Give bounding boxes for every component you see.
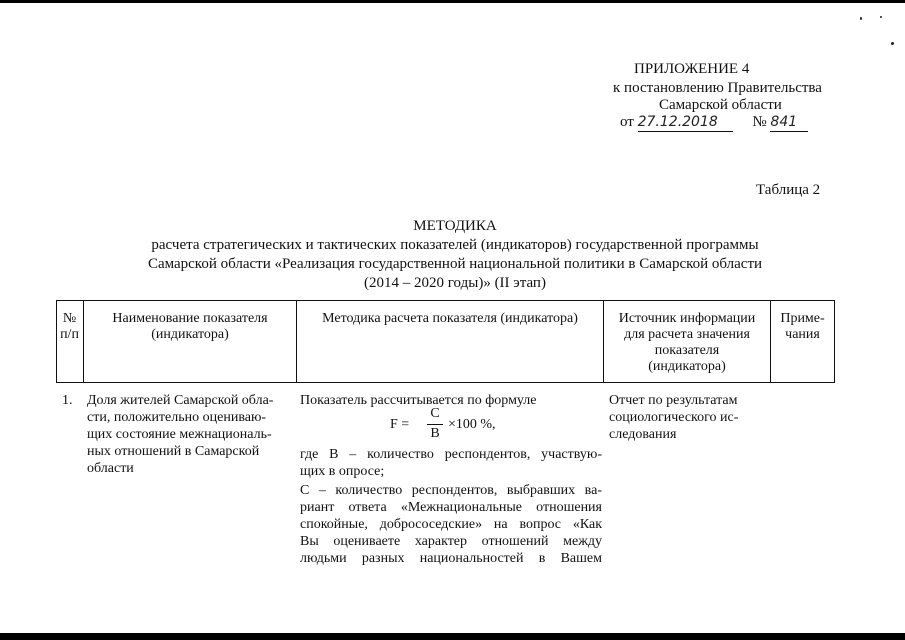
header-method: Методика расчета показателя (индикатора) bbox=[322, 311, 578, 326]
scan-speck bbox=[860, 17, 862, 20]
header-source-line: показателя bbox=[654, 343, 720, 358]
col-divider bbox=[834, 300, 835, 383]
table-border-top bbox=[56, 300, 834, 301]
method-line: спокойные, добрососедские» на вопрос «Как bbox=[300, 517, 602, 532]
fraction-bar bbox=[427, 424, 443, 425]
formula-lhs: F = bbox=[390, 417, 410, 432]
title-line-1: расчета стратегических и тактических показателей (индикаторов) государственной программы bbox=[151, 237, 759, 253]
header-name bbox=[84, 311, 296, 343]
formula-rhs: ×100 %, bbox=[448, 417, 496, 432]
handwritten-number: 841 bbox=[770, 114, 808, 132]
header-notes-line: чания bbox=[785, 327, 820, 342]
row-1-source-line: Отчет по результатам bbox=[609, 393, 738, 408]
title-line-3: (2014 – 2020 годы)» (II этап) bbox=[364, 275, 546, 291]
title-main: МЕТОДИКА bbox=[413, 218, 497, 234]
row-1-name-line: сти, положительно оцениваю- bbox=[87, 410, 267, 425]
header-name-line: Наименование показателя bbox=[112, 311, 268, 326]
method-line: Вы оцениваете характер отношений между bbox=[300, 534, 602, 549]
header-source-line: Источник информации bbox=[618, 311, 756, 326]
table-header-bottom bbox=[56, 382, 834, 383]
header-source-line: для расчета значения bbox=[624, 327, 750, 342]
method-line: риант ответа «Межнациональные отношения bbox=[300, 500, 602, 515]
row-1-num: 1. bbox=[62, 393, 73, 408]
header-source bbox=[604, 311, 770, 375]
method-line: людьми разных национальностей в Вашем bbox=[300, 551, 602, 566]
formula-numerator: C bbox=[430, 406, 440, 421]
header-num bbox=[56, 311, 83, 343]
handwritten-date: 27.12.2018 bbox=[638, 114, 733, 132]
table-label: Таблица 2 bbox=[756, 182, 821, 198]
formula-denominator: B bbox=[430, 426, 440, 441]
row-1-name-line: области bbox=[87, 461, 134, 476]
header-source-line: (индикатора) bbox=[648, 359, 726, 374]
scan-speck bbox=[891, 42, 894, 45]
method-line: щих в опросе; bbox=[300, 464, 385, 479]
date-prefix: от bbox=[620, 114, 634, 130]
scan-edge-bottom bbox=[0, 633, 905, 640]
row-1-name-line: щих состояние межнациональ- bbox=[87, 427, 272, 442]
header-notes-line: Приме- bbox=[780, 311, 825, 326]
header-name-line: (индикатора) bbox=[151, 327, 229, 342]
row-1-name-line: ных отношений в Самарской bbox=[87, 444, 260, 459]
row-1-method-intro: Показатель рассчитывается по формуле bbox=[300, 393, 537, 408]
appendix-line-1: к постановлению Правительства bbox=[613, 80, 822, 96]
row-1-source-line: социологического ис- bbox=[609, 410, 739, 425]
header-num-line: п/п bbox=[60, 327, 79, 342]
method-line: где B – количество респондентов, участвую- bbox=[300, 447, 602, 462]
appendix-line-2: Самарской области bbox=[659, 97, 782, 113]
row-1-name bbox=[87, 392, 292, 477]
header-num-line: № bbox=[62, 311, 77, 326]
appendix-date-line bbox=[620, 114, 808, 132]
scan-edge-top bbox=[0, 0, 905, 3]
row-1-source-line: следования bbox=[609, 427, 677, 442]
number-prefix: № bbox=[752, 114, 767, 130]
row-1-source bbox=[609, 392, 769, 443]
header-notes bbox=[771, 311, 834, 343]
row-1-method-text bbox=[300, 446, 602, 567]
row-1-name-line: Доля жителей Самарской обла- bbox=[87, 393, 274, 408]
document-title bbox=[90, 217, 820, 293]
title-line-2: Самарской области «Реализация государственной национальной политики в Самарской области bbox=[147, 256, 763, 272]
scan-speck bbox=[880, 16, 882, 18]
method-line: C – количество респондентов, выбравших ва- bbox=[300, 483, 602, 498]
appendix-title: ПРИЛОЖЕНИЕ 4 bbox=[634, 61, 750, 77]
